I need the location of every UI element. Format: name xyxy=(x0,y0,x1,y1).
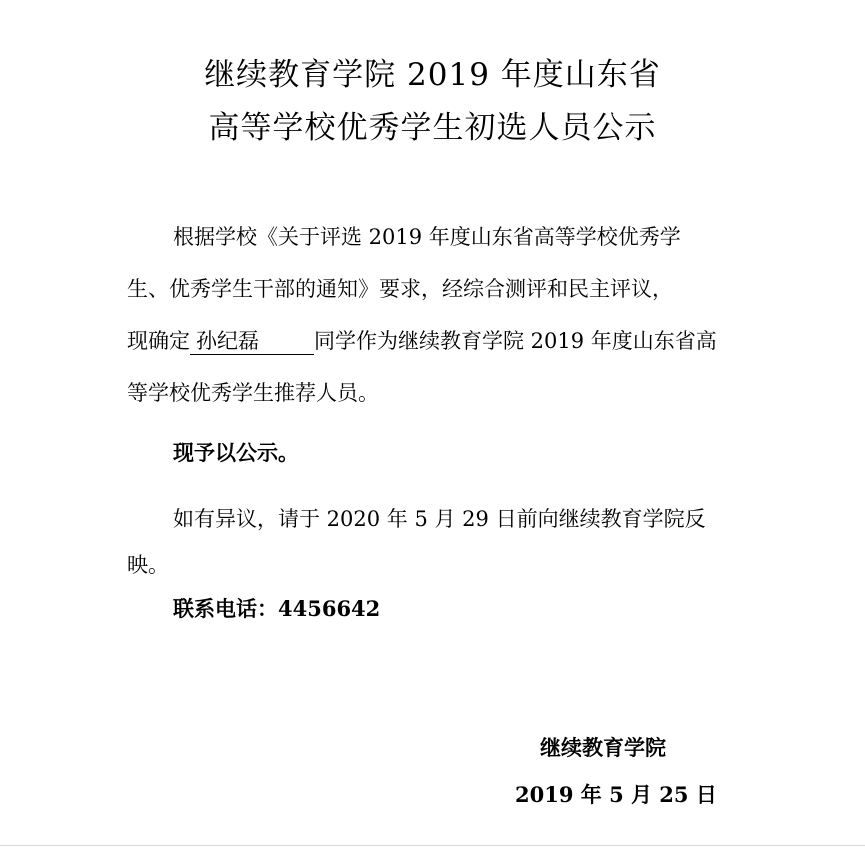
contact-phone: 联系电话：4456642 xyxy=(173,596,381,621)
title-line-2: 高等学校优秀学生初选人员公示 xyxy=(208,110,657,146)
paragraph-1-line-3-suffix: 同学作为继续教育学院 2019 年度山东省高 xyxy=(314,329,717,353)
paragraph-1-line-2: 生、优秀学生干部的通知》要求，经综合测评和民主评议， xyxy=(127,277,673,301)
paragraph-3-line-1: 如有异议，请于 2020 年 5 月 29 日前向继续教育学院反 xyxy=(173,507,706,531)
paragraph-1-line-4: 等学校优秀学生推荐人员。 xyxy=(127,381,379,405)
paragraph-1-line-3-prefix: 现确定 xyxy=(127,329,190,353)
paragraph-1-line-3 xyxy=(127,326,717,356)
signature-organization: 继续教育学院 xyxy=(540,735,666,760)
page-bottom-edge xyxy=(0,845,865,846)
paragraph-1-line-1: 根据学校《关于评选 2019 年度山东省高等学校优秀学 xyxy=(173,225,681,249)
paragraph-3-line-2: 映。 xyxy=(127,553,169,577)
title-line-1: 继续教育学院 2019 年度山东省 xyxy=(204,57,661,93)
student-name: 孙纪磊 xyxy=(190,328,314,355)
paragraph-2: 现予以公示。 xyxy=(173,440,299,465)
signature-date: 2019 年 5 月 25 日 xyxy=(515,782,717,807)
